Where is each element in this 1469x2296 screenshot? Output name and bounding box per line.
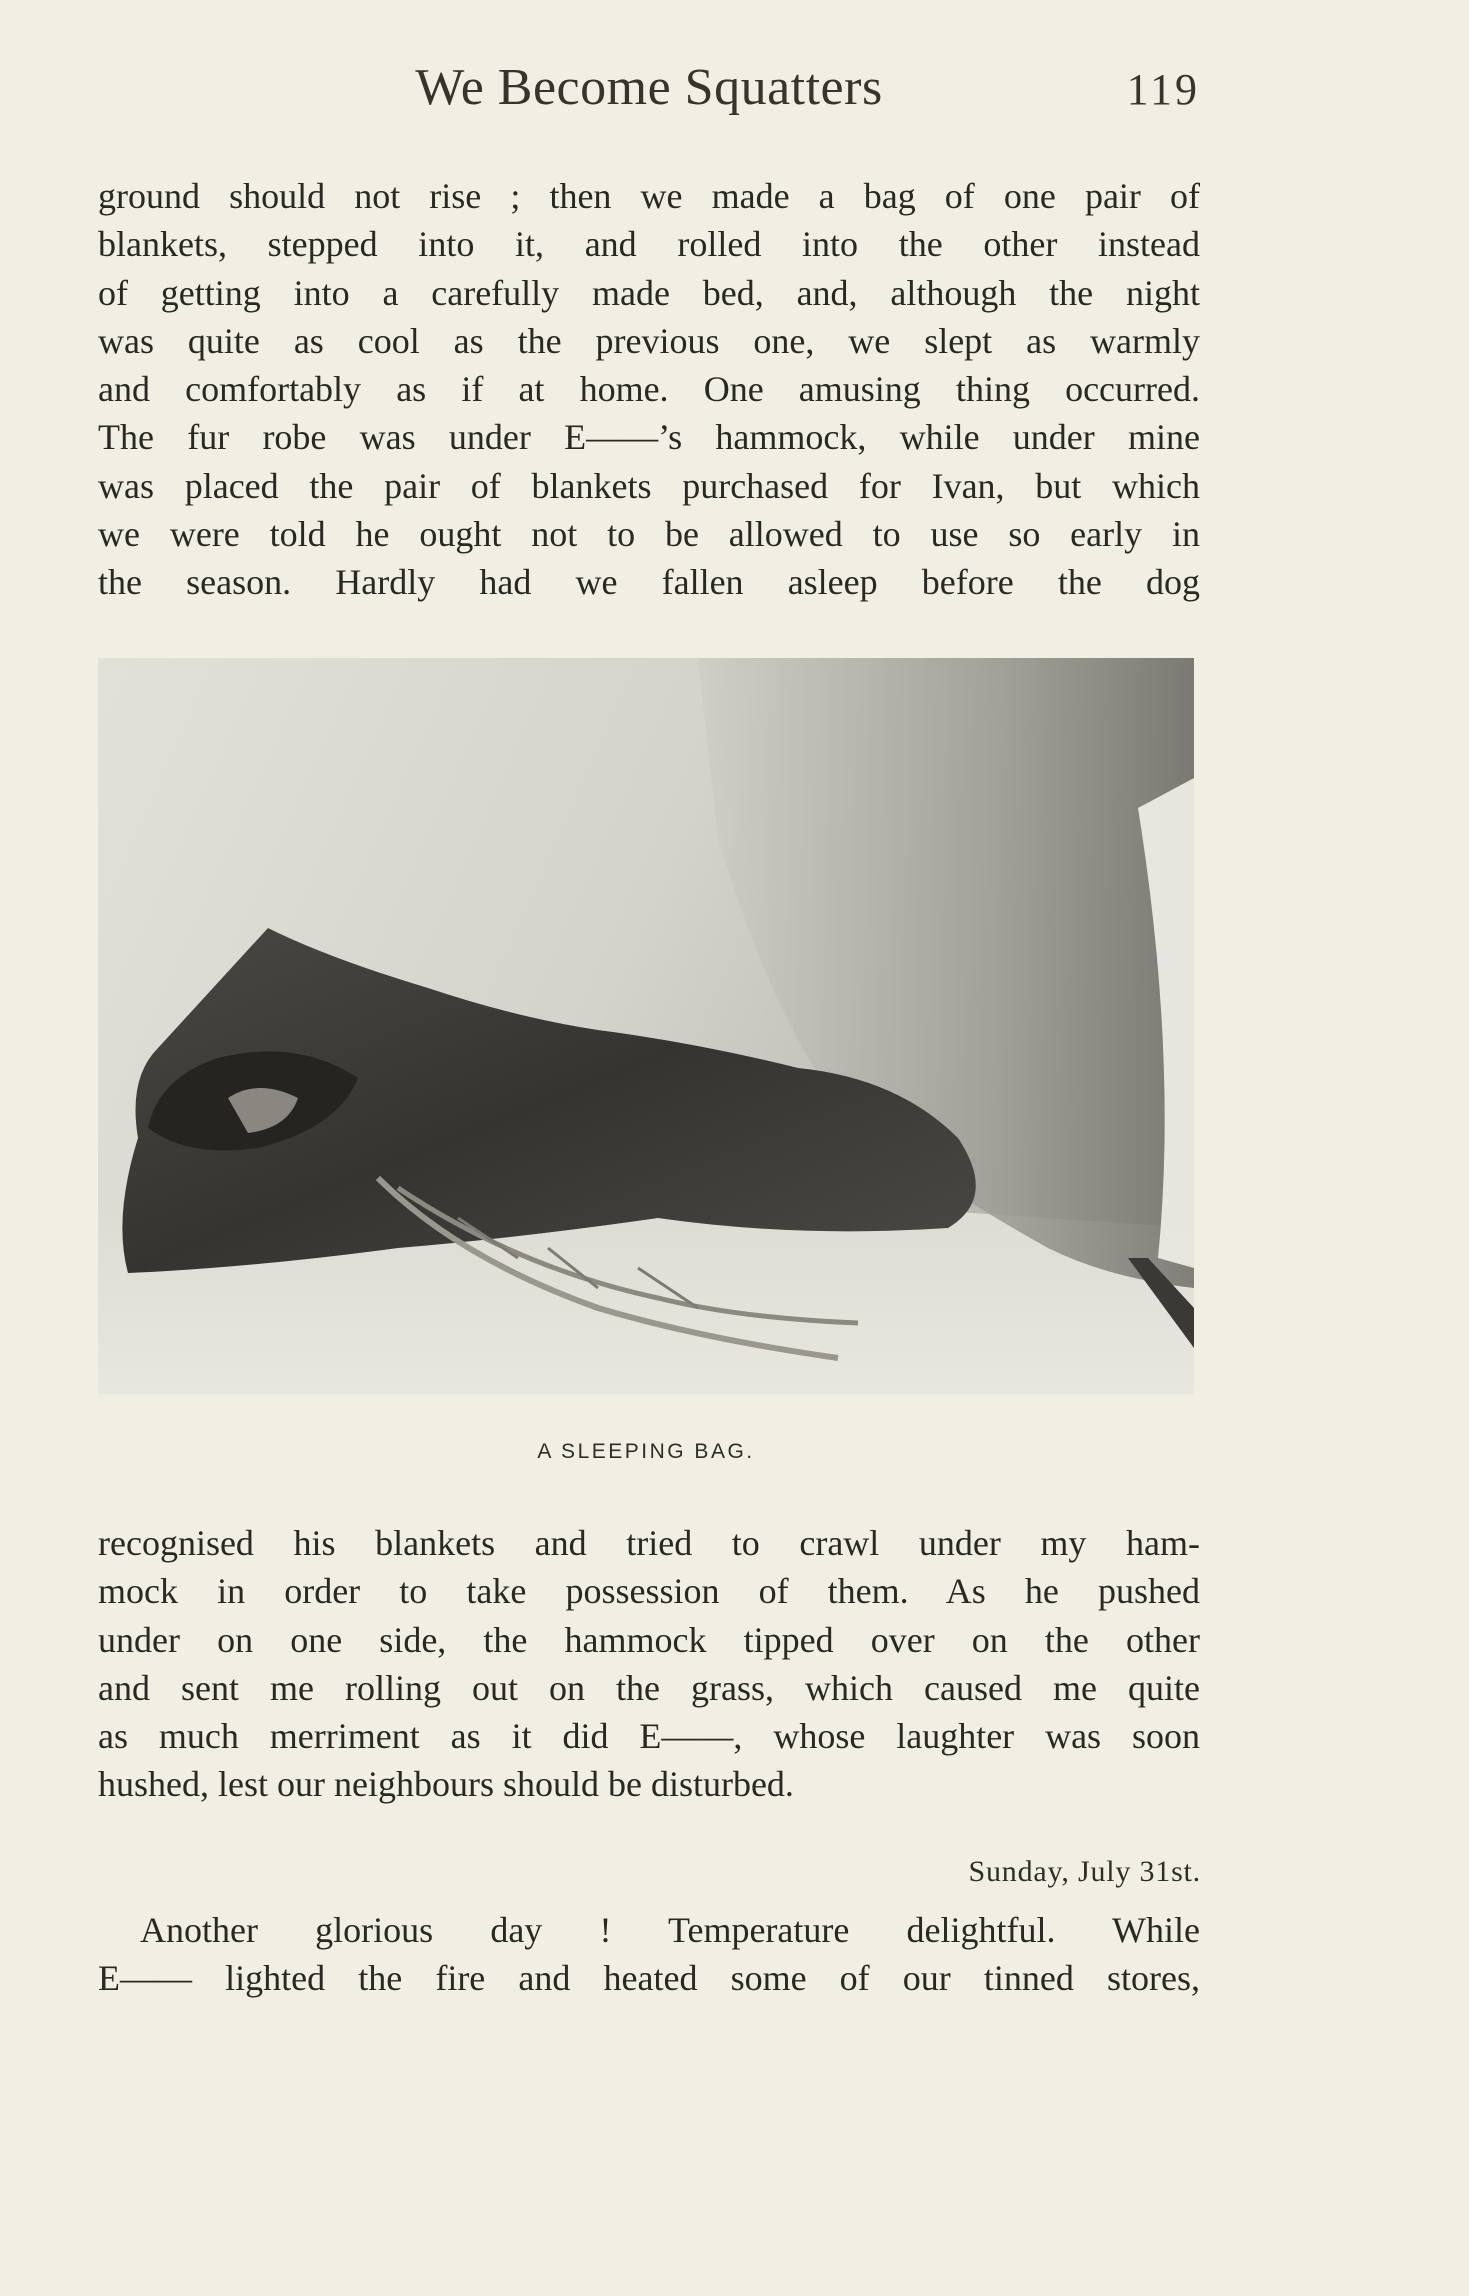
text-line: and comfortably as if at home. One amusing thing occurred. [98, 369, 1200, 410]
text-line: mock in order to take possession of them. As he pushed [98, 1571, 1200, 1612]
text-line: under on one side, the hammock tipped over on the other [98, 1619, 1200, 1660]
text-line: hushed, lest our neighbours should be disturbed. [98, 1764, 794, 1805]
running-head [98, 58, 1200, 128]
paragraph-middle [98, 1519, 1200, 1809]
text-line: was quite as cool as the previous one, we slept as warmly [98, 320, 1200, 361]
text-line: of getting into a carefully made bed, and, although the night [98, 272, 1200, 313]
text-line: Another glorious day ! Temperature delightful. While [140, 1910, 1200, 1950]
text-line: ground should not rise ; then we made a bag of one pair of [98, 176, 1200, 216]
text-line: and sent me rolling out on the grass, which caused me quite [98, 1667, 1200, 1708]
diary-dateline: Sunday, July 31st. [968, 1855, 1201, 1888]
sleeping-bag-photograph [98, 658, 1194, 1394]
text-line: recognised his blankets and tried to crawl under my ham- [98, 1523, 1200, 1563]
page-number: 119 [1126, 65, 1200, 114]
text-line: as much merriment as it did E——, whose laughter was soon [98, 1716, 1200, 1757]
text-line: blankets, stepped into it, and rolled into the other instead [98, 224, 1200, 265]
paragraph-top [98, 172, 1200, 607]
text-line: the season. Hardly had we fallen asleep before the dog [98, 562, 1200, 603]
figure-caption: A SLEEPING BAG. [537, 1440, 755, 1463]
photo-illustration [98, 658, 1194, 1394]
text-line: we were told he ought not to be allowed to use so early in [98, 514, 1200, 555]
text-line: E—— lighted the fire and heated some of our tinned stores, [98, 1958, 1200, 1999]
running-title: We Become Squatters [415, 59, 883, 116]
paragraph-bottom [98, 1906, 1200, 2003]
text-line: was placed the pair of blankets purchased for Ivan, but which [98, 465, 1200, 506]
text-line: The fur robe was under E——’s hammock, while under mine [98, 417, 1200, 458]
